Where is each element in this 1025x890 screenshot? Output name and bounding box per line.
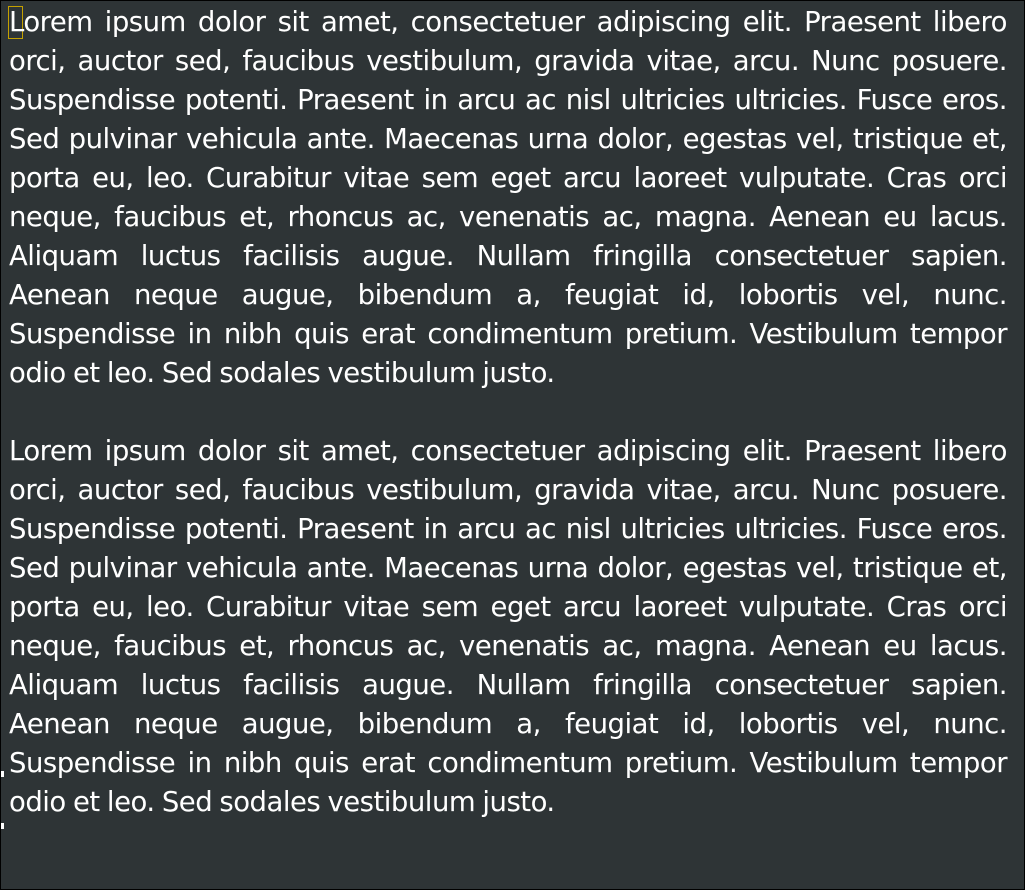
text-area[interactable] (9, 3, 1007, 822)
paragraph-2: Lorem ipsum dolor sit amet, consectetuer adipiscing elit. Praesent libero orci, auctor sed, faucibus vestibulum, gravida vitae, arcu. Nunc posuere. Suspendisse potenti. Praesent in arcu ac nisl ultricies ultricies. Fusce eros. Sed pulvinar vehicula ante. Maecenas urna dolor, egestas vel, tristique et, porta eu, leo. Curabitur vitae sem eget arcu laoreet vulputate. Cras orci neque, faucibus et, rhoncus ac, venenatis ac, magna. Aenean eu lacus. Aliquam luctus facilisis augue. Nullam fringilla consectetuer sapien. Aenean neque augue, bibendum a, feugiat id, lobortis vel, nunc. Suspendisse in nibh quis erat condimentum pretium. Vestibulum tempor odio et leo. Sed sodales vestibulum justo. (9, 435, 1007, 818)
left-edge-marker (1, 823, 4, 829)
left-edge-marker (1, 771, 4, 777)
paragraph-1: Lorem ipsum dolor sit amet, consectetuer adipiscing elit. Praesent libero orci, auctor sed, faucibus vestibulum, gravida vitae, arcu. Nunc posuere. Suspendisse potenti. Praesent in arcu ac nisl ultricies ultricies. Fusce eros. Sed pulvinar vehicula ante. Maecenas urna dolor, egestas vel, tristique et, porta eu, leo. Curabitur vitae sem eget arcu laoreet vulputate. Cras orci neque, faucibus et, rhoncus ac, venenatis ac, magna. Aenean eu lacus. Aliquam luctus facilisis augue. Nullam fringilla consectetuer sapien. Aenean neque augue, bibendum a, feugiat id, lobortis vel, nunc. Suspendisse in nibh quis erat condimentum pretium. Vestibulum tempor odio et leo. Sed sodales vestibulum justo. (9, 6, 1007, 389)
